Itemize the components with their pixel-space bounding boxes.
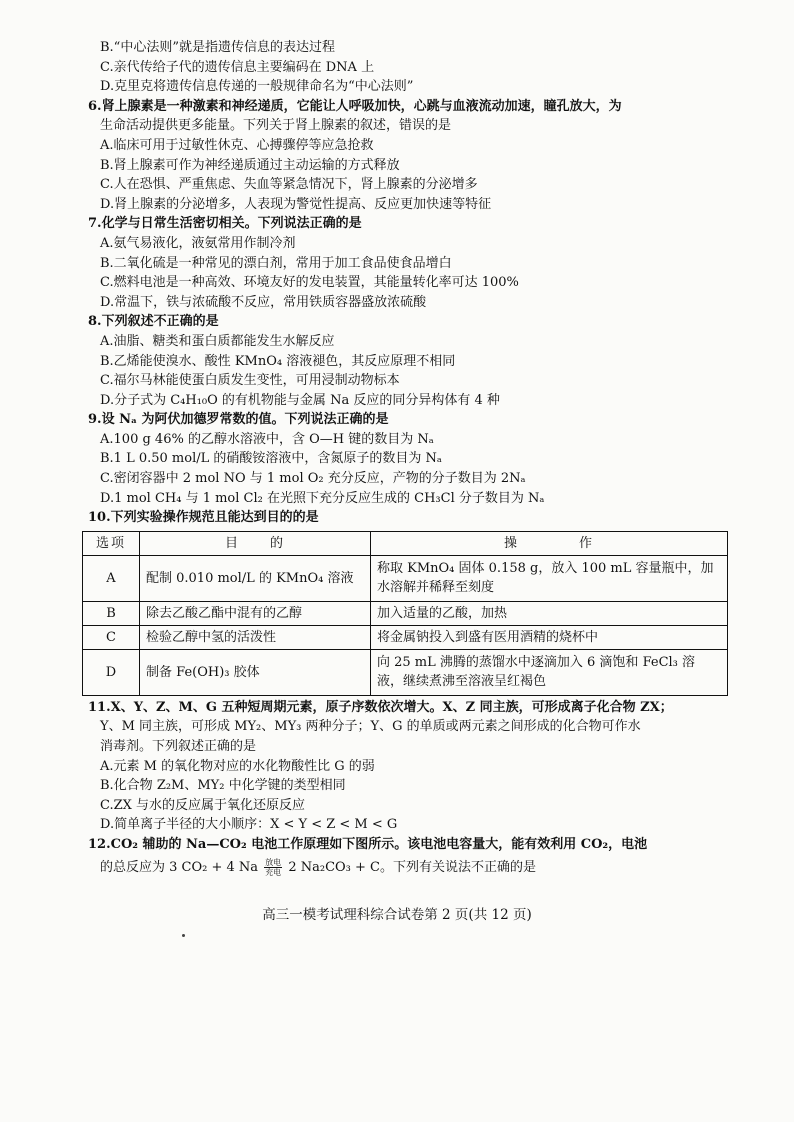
- q8-option-d: D.分子式为 C₄H₁₀O 的有机物能与金属 Na 反应的同分异构体有 4 种: [100, 392, 500, 408]
- q8-option-c: C.福尔马林能使蛋白质发生变性，可用浸制动物标本: [100, 373, 400, 389]
- q11-stem-cont: Y、M 同主族，可形成 MY₂、MY₃ 两种分子；Y、G 的单质或两元素之间形成的化合物可作水: [100, 719, 641, 735]
- row-operation: 向 25 mL 沸腾的蒸馏水中逐滴加入 6 滴饱和 FeCl₃ 溶液，继续煮沸至溶液呈红褐色: [371, 649, 728, 695]
- exam-page: [88, 38, 728, 881]
- reaction-arrow: [264, 858, 282, 877]
- row-option: D: [83, 649, 140, 695]
- q8-option-b: B.乙烯能使溴水、酸性 KMnO₄ 溶液褪色，其反应原理不相同: [100, 353, 456, 369]
- q7-option-d: D.常温下，铁与浓硫酸不反应，常用铁质容器盛放浓硫酸: [100, 294, 427, 310]
- q8-option-a: A.油脂、糖类和蛋白质都能发生水解反应: [100, 333, 335, 349]
- q10-stem: 10.下列实验操作规范且能达到目的的是: [88, 510, 319, 526]
- q9-option-c: C.密闭容器中 2 mol NO 与 1 mol O₂ 充分反应，产物的分子数目为 2Nₐ: [100, 471, 526, 487]
- q8-stem: 8.下列叙述不正确的是: [88, 314, 219, 330]
- q12-stem: 12.CO₂ 辅助的 Na—CO₂ 电池工作原理如下图所示。该电池电容量大，能有效利用 CO₂，电池: [88, 837, 648, 852]
- arrow-label-charge: 充电: [265, 867, 282, 877]
- q5-option-b: B.“中心法则”就是指遗传信息的表达过程: [100, 40, 335, 55]
- q11-stem-cont2: 消毒剂。下列叙述正确的是: [100, 739, 257, 755]
- row-purpose: 除去乙酸乙酯中混有的乙醇: [140, 601, 371, 625]
- table-header-row: [83, 531, 728, 555]
- q9-option-b: B.1 L 0.50 mol/L 的硝酸铵溶液中，含氮原子的数目为 Nₐ: [100, 451, 442, 467]
- row-operation: 加入适量的乙酸，加热: [371, 601, 728, 625]
- q9-option-d: D.1 mol CH₄ 与 1 mol Cl₂ 在光照下充分反应生成的 CH₃Cl 分子数目为 Nₐ: [100, 490, 545, 506]
- row-option: B: [83, 601, 140, 625]
- q6-option-a: A.临床可用于过敏性休克、心搏骤停等应急抢救: [100, 137, 374, 153]
- table-row: [83, 555, 728, 601]
- q11-option-d: D.简单离子半径的大小顺序：X < Y < Z < M < G: [100, 817, 398, 833]
- q5-option-c: C.亲代传给子代的遗传信息主要编码在 DNA 上: [100, 59, 375, 75]
- q6-option-c: C.人在恐惧、严重焦虑、失血等紧急情况下，肾上腺素的分泌增多: [100, 177, 478, 193]
- q6-stem-cont: 生命活动提供更多能量。下列关于肾上腺素的叙述，错误的是: [100, 118, 452, 134]
- row-purpose: 配制 0.010 mol/L 的 KMnO₄ 溶液: [140, 555, 371, 601]
- scan-speck: [182, 934, 185, 937]
- q11-option-b: B.化合物 Z₂M、MY₂ 中化学键的类型相同: [100, 778, 346, 794]
- q7-option-c: C.燃料电池是一种高效、环境友好的发电装置，其能量转化率可达 100%: [100, 275, 519, 291]
- header-operation: 操 作: [371, 531, 728, 555]
- q7-option-a: A.氨气易液化，液氨常用作制冷剂: [100, 235, 296, 251]
- q11-option-c: C.ZX 与水的反应属于氧化还原反应: [100, 797, 306, 813]
- table-row: [83, 649, 728, 695]
- table-row: [83, 601, 728, 625]
- q12-equation-right: 2 Na₂CO₃ + C。下列有关说法不正确的是: [288, 859, 536, 875]
- q12-equation-line: [88, 855, 728, 881]
- q9-option-a: A.100 g 46% 的乙醇水溶液中，含 O—H 键的数目为 Nₐ: [100, 431, 434, 447]
- q11-stem: 11.X、Y、Z、M、G 五种短周期元素，原子序数依次增大。X、Z 同主族，可形成离子化合物 ZX；: [88, 699, 673, 715]
- row-purpose: 制备 Fe(OH)₃ 胶体: [140, 649, 371, 695]
- header-purpose: 目 的: [140, 531, 371, 555]
- header-option: 选项: [83, 531, 140, 555]
- q6-stem: 6.肾上腺素是一种激素和神经递质，它能让人呼吸加快，心跳与血液流动加速，瞳孔放大，为: [88, 98, 622, 114]
- q6-option-d: D.肾上腺素的分泌增多，人表现为警觉性提高、反应更加快速等特征: [100, 196, 492, 212]
- q9-stem: 9.设 Nₐ 为阿伏加德罗常数的值。下列说法正确的是: [88, 412, 389, 428]
- q12-equation-left: 的总反应为 3 CO₂ + 4 Na: [100, 859, 259, 875]
- table-row: [83, 625, 728, 649]
- page-footer: 高三一模考试理科综合试卷第 2 页(共 12 页): [262, 907, 532, 923]
- q10-table: [82, 531, 728, 696]
- q5-option-d: D.克里克将遗传信息传递的一般规律命名为“中心法则”: [100, 79, 414, 95]
- row-option: C: [83, 625, 140, 649]
- q6-option-b: B.肾上腺素可作为神经递质通过主动运输的方式释放: [100, 157, 400, 173]
- row-operation: 称取 KMnO₄ 固体 0.158 g，放入 100 mL 容量瓶中，加水溶解并稀释至刻度: [371, 555, 728, 601]
- row-purpose: 检验乙醇中氢的活泼性: [140, 625, 371, 649]
- arrow-label-discharge: 放电: [265, 857, 282, 867]
- q11-option-a: A.元素 M 的氧化物对应的水化物酸性比 G 的弱: [100, 758, 375, 774]
- q7-stem: 7.化学与日常生活密切相关。下列说法正确的是: [88, 216, 362, 232]
- row-operation: 将金属钠投入到盛有医用酒精的烧杯中: [371, 625, 728, 649]
- q7-option-b: B.二氧化硫是一种常见的漂白剂，常用于加工食品使食品增白: [100, 255, 452, 271]
- row-option: A: [83, 555, 140, 601]
